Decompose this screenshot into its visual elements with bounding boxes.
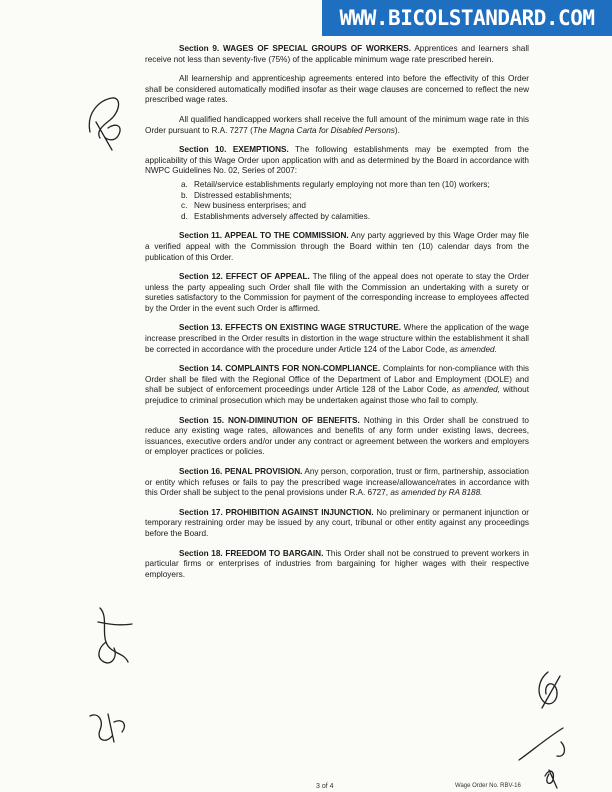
section-9-p3-end: ). — [394, 125, 400, 135]
section-16 — [145, 467, 529, 499]
section-9-heading: Section 9. WAGES OF SPECIAL GROUPS OF WORKERS. — [179, 44, 411, 53]
section-15 — [145, 416, 529, 458]
section-18-text: This Order shall not be construed to prevent workers in particular firms or enterprises of industries from bargaining for higher wages with their respective employers. — [145, 548, 529, 579]
section-14-text: Complaints for non-compliance with this Order shall be filed with the Regional Office of the Department of Labor and Employment (DOLE) and shall be subject of enforcement proceedings under Article 128 of the Labor Code, — [145, 364, 530, 395]
section-10-heading: Section 10. EXEMPTIONS. — [179, 145, 289, 155]
list-item-text: Distressed establishments; — [194, 190, 292, 200]
wage-order-number: Wage Order No. RBV-16 — [455, 783, 521, 789]
list-item — [181, 201, 529, 212]
list-marker: a. — [181, 179, 188, 189]
section-12 — [145, 272, 529, 314]
section-15-heading: Section 15. NON-DIMINUTION OF BENEFITS. — [179, 415, 360, 425]
margin-initials-signature — [84, 708, 134, 748]
section-17 — [145, 508, 529, 540]
section-13-italic: as amended. — [449, 344, 497, 354]
list-item-text: Establishments adversely affected by calamities. — [194, 211, 370, 221]
section-10 — [145, 145, 529, 177]
exemption-list — [181, 180, 529, 222]
section-13 — [145, 323, 529, 355]
list-marker: c. — [181, 201, 188, 211]
section-12-heading: Section 12. EFFECT OF APPEAL. — [179, 272, 310, 282]
section-11-heading: Section 11. APPEAL TO THE COMMISSION. — [179, 231, 349, 241]
section-9-text: Apprentices and learners shall receive not less than seventy-five (75%) of the applicable minimum wage rate prescribed herein. — [145, 44, 530, 64]
section-9-p3-italic: The Magna Carta for Disabled Persons — [252, 125, 395, 135]
website-banner: WWW.BICOLSTANDARD.COM — [322, 0, 612, 36]
section-16-italic: as amended by RA 8188. — [390, 488, 483, 498]
section-15-text: Nothing in this Order shall be construed to reduce any existing wage rates, allowances and benefits of any form under existing laws, decrees, issuances, executive orders and/or under any contract or agreement between the workers and employers or employer practices or policies. — [145, 415, 529, 457]
section-10-text: The following establishments may be exempted from the applicability of this Wage Order upon application with and as determined by the Board in accordance with NWPC Guidelines No. 02, Series of 2007: — [145, 145, 529, 176]
section-16-text: Any person, corporation, trust or firm, partnership, association or entity which refuses or fails to pay the prescribed wage increase/allowance/rates in accordance with this Order shall be subject to the penal provisions under R.A. 6727, — [145, 467, 529, 498]
section-17-text: No preliminary or permanent injunction or temporary restraining order may be issued by any court, tribunal or other entity against any proceedings before the Board. — [145, 507, 529, 538]
section-14 — [145, 364, 529, 406]
section-12-text: The filing of the appeal does not operate to stay the Order unless the party appealing such Order shall file with the Commission an undertaking with a surety or sureties satisfactory to the Commission for payment of the corresponding increase to employees affected by the Order in the event such Order is affirmed. — [145, 272, 529, 313]
section-11-text: Any party aggrieved by this Wage Order may file a verified appeal with the Commission through the Board within ten (10) calendar days from the publication of this Order. — [145, 231, 529, 262]
section-14-text-2: without prejudice to criminal prosecution which may be undertaken against those who fail to comply. — [145, 385, 530, 406]
section-11 — [145, 231, 529, 263]
section-18 — [145, 549, 529, 581]
section-13-heading: Section 13. EFFECTS ON EXISTING WAGE STRUCTURE. — [179, 323, 402, 333]
section-17-heading: Section 17. PROHIBITION AGAINST INJUNCTION. — [179, 507, 374, 517]
margin-initials-signature — [530, 668, 566, 712]
margin-signature — [515, 720, 575, 790]
section-9-paragraph-3 — [145, 115, 529, 136]
section-16-heading: Section 16. PENAL PROVISION. — [179, 467, 303, 476]
section-9-p3-text: All qualified handicapped workers shall receive the full amount of the minimum wage rate in this Order pursuant to R.A. 7277 ( — [145, 114, 529, 135]
section-18-heading: Section 18. FREEDOM TO BARGAIN. — [179, 548, 324, 558]
list-item — [181, 212, 529, 223]
margin-initials-signature — [82, 92, 132, 162]
list-item-text: Retail/service establishments regularly employing not more than ten (10) workers; — [194, 179, 490, 189]
list-marker: d. — [181, 211, 188, 221]
section-9 — [145, 44, 529, 65]
list-item-text: New business enterprises; and — [194, 201, 306, 211]
page-number: 3 of 4 — [316, 783, 334, 790]
document-page — [145, 44, 529, 589]
section-14-italic: as amended, — [451, 385, 500, 395]
list-marker: b. — [181, 190, 188, 200]
section-13-text: Where the application of the wage increase prescribed in the Order results in distortion in the wage structure within the establishment it shall be corrected in accordance with the procedure under Article 124 of the Labor Code, — [145, 323, 529, 354]
section-9-paragraph-2: All learnership and apprenticeship agreements entered into before the effectivity of this Order shall be considered automatically modified insofar as their wage clauses are concerned to reflect the new prescribed wage rates. — [145, 74, 529, 105]
list-item — [181, 191, 529, 202]
section-14-heading: Section 14. COMPLAINTS FOR NON-COMPLIANCE. — [179, 364, 381, 374]
margin-signature — [88, 602, 143, 672]
list-item — [181, 180, 529, 191]
